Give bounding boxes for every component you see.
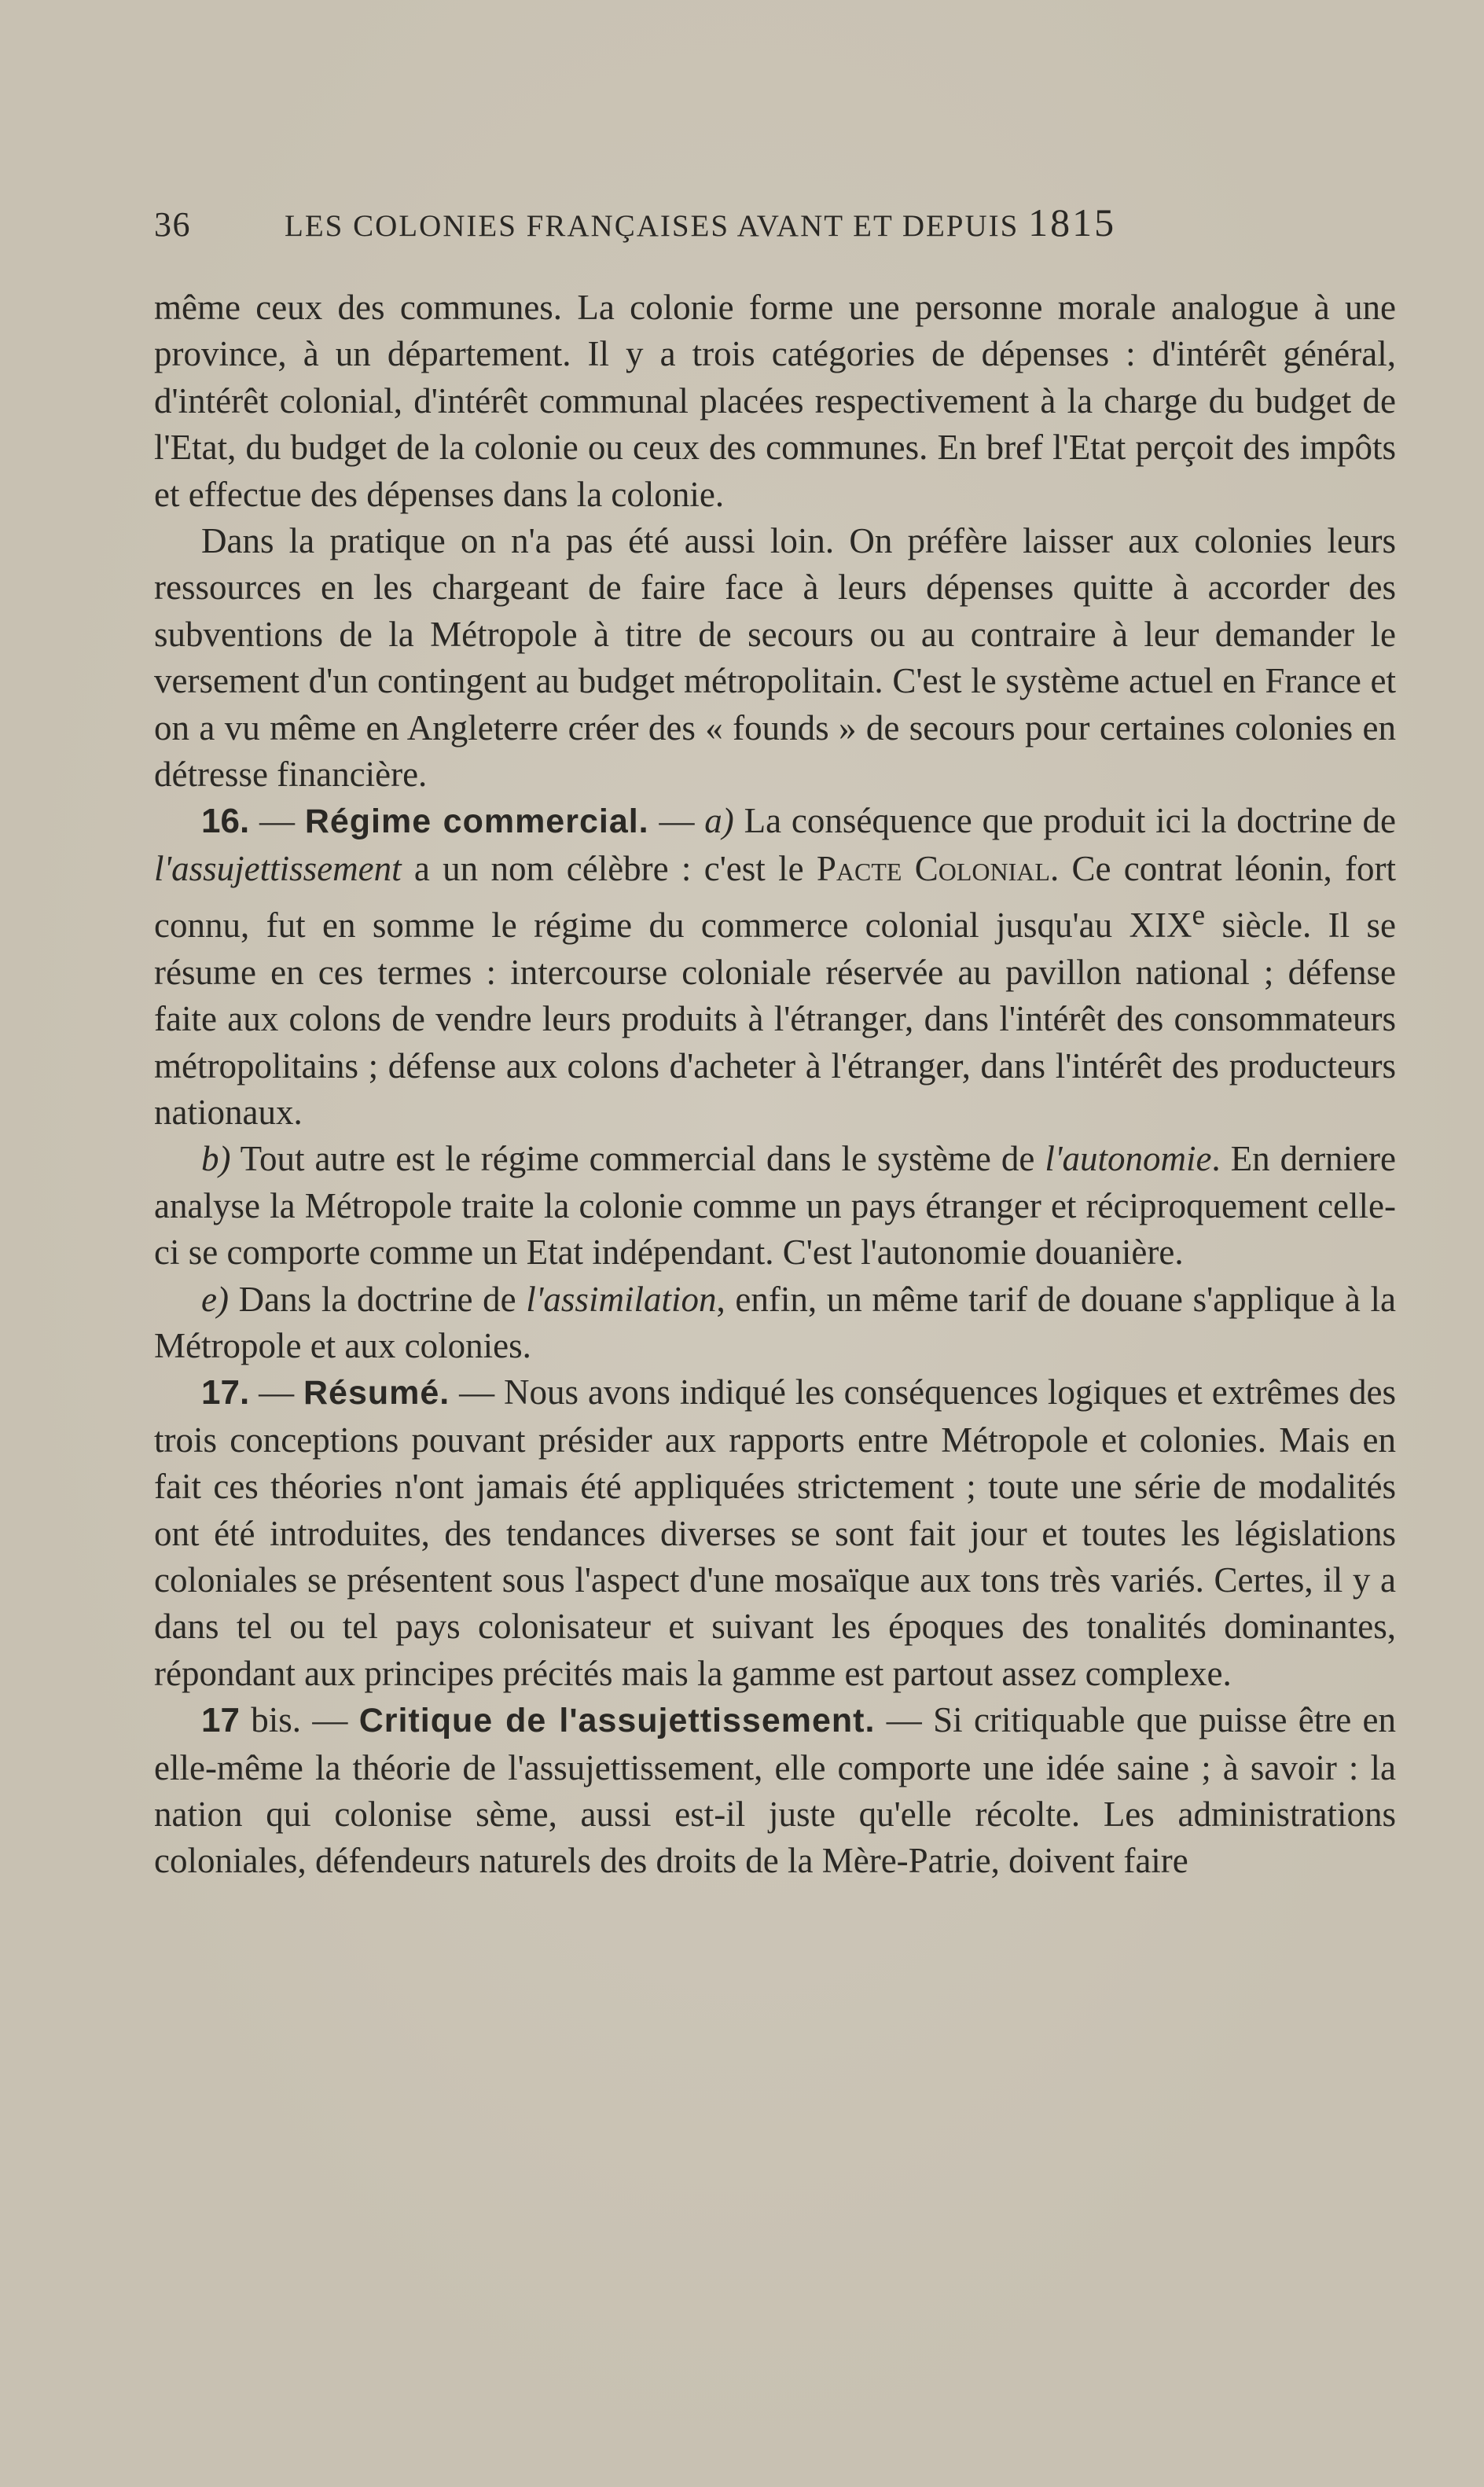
century-superscript: e [1192, 899, 1206, 932]
dash: — [450, 1372, 505, 1412]
italic-term: l'assimilation [526, 1279, 717, 1319]
paragraph-budget-practice: Dans la pratique on n'a pas été aussi loin. On préfère laisser aux colonies leurs ressources en les chargeant de faire face à leurs dépenses quitte à accorder des subventions de la Métropole à titre de secours ou au contraire à leur demander le versement d'un contingent au budget métropolitain. C'est le système actuel en France et on a vu même en Angleterre créer des « founds » de secours pour certaines colonies en détresse financière. [154, 521, 1396, 795]
text-run: Tout autre est le régime commercial dans le système de [230, 1139, 1045, 1179]
running-title-year: 1815 [1028, 200, 1117, 244]
text-run: Si critiquable que puisse être en elle-même la théorie de l'assujettissement, elle comporte une idée saine ; à savoir : la nation qui colonise sème, aussi est-il juste qu'elle récolte. Les administrations coloniales, défendeurs naturels des droits de la Mère-Patrie, doivent faire [154, 1700, 1397, 1881]
text-run: Dans la doctrine de [228, 1279, 527, 1319]
section-number-bis: bis. [239, 1700, 302, 1740]
item-marker-c: e) [201, 1279, 229, 1319]
section-number: 17. [201, 1373, 250, 1412]
italic-term: l'autonomie [1045, 1139, 1212, 1179]
item-marker-a: a) [704, 801, 734, 841]
dash: — [301, 1700, 359, 1740]
section-heading: Régime commercial. [304, 803, 649, 841]
running-title-text: LES COLONIES FRANÇAISES AVANT ET DEPUIS [285, 209, 1019, 243]
item-marker-b: b) [201, 1139, 231, 1179]
section-17-summary [154, 1369, 1396, 1697]
section-heading: Critique de l'assujettissement. [358, 1702, 876, 1740]
section-16-item-b [154, 1136, 1396, 1276]
running-head [154, 195, 1270, 250]
small-caps-term: Pacte Colonial [816, 848, 1050, 888]
section-number: 16. [201, 802, 250, 841]
dash: — [249, 1372, 303, 1412]
running-title [285, 195, 1116, 254]
text-run: . Ce contrat léonin, fort connu, fut en somme le régime du commerce colonial jusqu'au XIX [154, 848, 1396, 946]
text-run: , enfin, un même tarif de douane s'applique à la Métropole et aux colonies. [154, 1279, 1396, 1365]
section-16-item-c [154, 1277, 1396, 1370]
dash: — [249, 801, 305, 841]
page-number: 36 [154, 205, 191, 244]
text-run: siècle. Il se résume en ces termes : intercourse coloniale réservée au pavillon national ; défense faite aux colons de vendre leurs produits à l'étranger, dans l'intérêt des consommateurs métropolitains ; défense aux colons d'acheter à l'étranger, dans l'intérêt des producteurs nationaux. [154, 906, 1396, 1132]
text-run: a un nom célèbre : c'est le [401, 848, 817, 888]
paragraph-continued: même ceux des communes. La colonie forme une personne morale analogue à une province, à un département. Il y a trois catégories de dépenses : d'intérêt général, d'intérêt colonial, d'intérêt communal placées respectivement à la charge du budget de l'Etat, du budget de la colonie ou ceux des communes. En bref l'Etat perçoit des impôts et effectue des dépenses dans la colonie. [154, 288, 1396, 514]
section-number: 17 [201, 1701, 240, 1740]
text-run: . En derniere analyse la Métropole traite la colonie comme un pays étranger et réciproquement celle-ci se comporte comme un Etat indépendant. C'est l'autonomie douanière. [154, 1139, 1396, 1273]
section-16-commercial-regime [154, 798, 1396, 1136]
italic-term: l'assujettissement [154, 848, 402, 888]
dash: — [875, 1700, 934, 1740]
section-17bis-critique [154, 1697, 1396, 1885]
section-heading: Résumé. [303, 1374, 450, 1412]
dash: — [648, 801, 705, 841]
body-text [154, 285, 1396, 1885]
text-run: La conséquence que produit ici la doctrine de [733, 801, 1396, 841]
text-run: Nous avons indiqué les conséquences logiques et extrêmes des trois conceptions pouvant présider aux rapports entre Métropole et colonies. Mais en fait ces théories n'ont jamais été appliquées strictement ; toute une série de modalités ont été introduites, des tendances diverses se sont fait jour et toutes les législations coloniales se présentent sous l'aspect d'une mosaïque aux tons très variés. Certes, il y a dans tel ou tel pays colonisateur et suivant les époques des tonalités dominantes, répondant aux principes précités mais la gamme est partout assez complexe. [154, 1372, 1397, 1693]
